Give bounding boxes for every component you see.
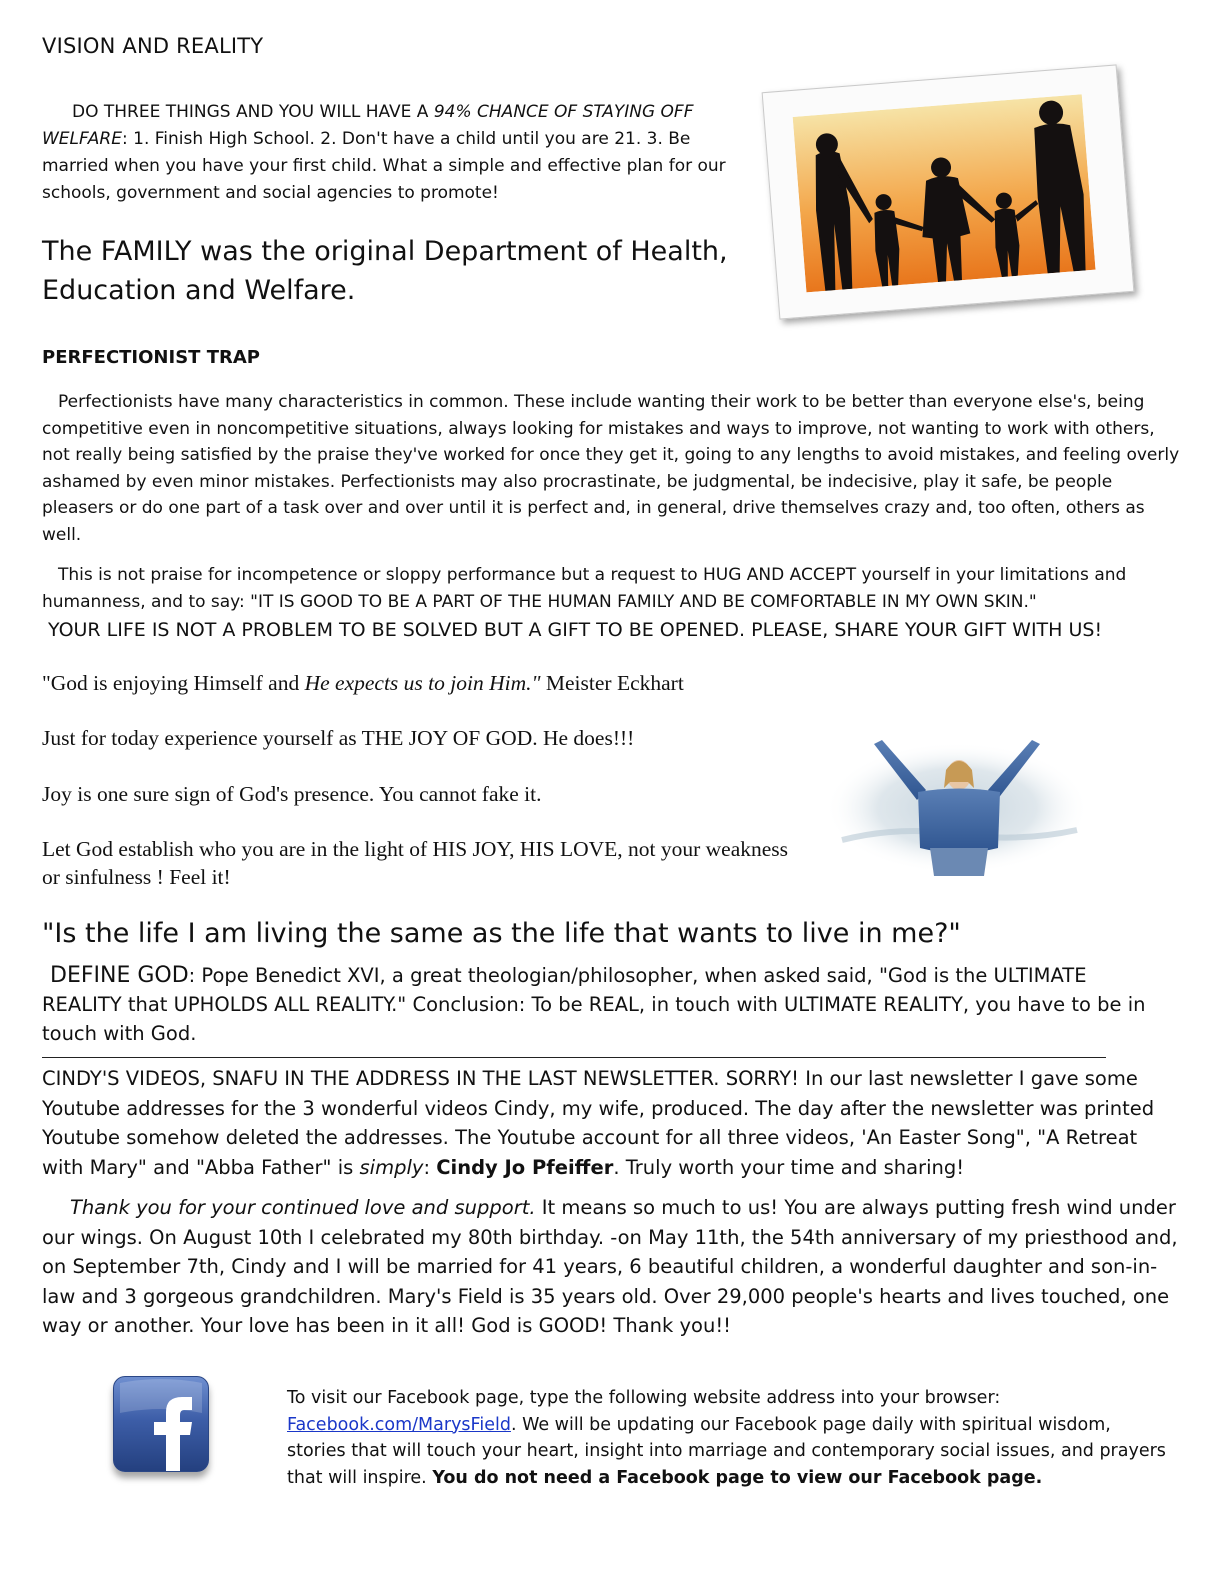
cindy-videos-paragraph bbox=[42, 1064, 1182, 1182]
cindy-end: . Truly worth your time and sharing! bbox=[613, 1155, 965, 1179]
eckhart-emphasis: He expects us to join Him." bbox=[304, 671, 541, 695]
perfectionist-paragraph-1 bbox=[42, 389, 1182, 548]
facebook-paragraph bbox=[287, 1385, 1167, 1491]
facebook-f-glyph bbox=[114, 1377, 208, 1471]
family-silhouette-photo bbox=[762, 64, 1135, 319]
section-divider bbox=[42, 1057, 1106, 1058]
thanks-paragraph bbox=[42, 1193, 1182, 1341]
welfare-rest: : 1. Finish High School. 2. Don't have a child until you are 21. 3. Be married when you have your first child. What a simple and effective plan for our schools, government and social agencies to promote! bbox=[42, 129, 726, 203]
cindy-colon: : bbox=[423, 1155, 437, 1179]
facebook-link[interactable]: Facebook.com/MarysField bbox=[287, 1414, 511, 1435]
thanks-text: It means so much to us! You are always putting fresh wind under our wings. On August 10th I celebrated my 80th birthday. -on May 11th, the 54th anniversary of my priesthood and, on September 7th, Cindy and I will be married for 41 years, 6 beautiful children, a wonderful daughter and son-in-law and 3 gorgeous grandchildren. Mary's Field is 35 years old. Over 29,000 people's hearts and lives touched, one way or another. Your love has been in it all! God is GOOD! Thank you!! bbox=[42, 1196, 1178, 1337]
eckhart-author: Meister Eckhart bbox=[540, 671, 684, 695]
gift-text: YOUR LIFE IS NOT A PROBLEM TO BE SOLVED BUT A GIFT TO BE OPENED. PLEASE, SHARE YOUR GIFT WITH US! bbox=[48, 619, 1103, 641]
family-quote: The FAMILY was the original Department of Health, Education and Welfare. bbox=[42, 236, 728, 306]
joy-today-line: Just for today experience yourself as THE JOY OF GOD. He does!!! bbox=[42, 726, 635, 750]
family-silhouette-image bbox=[793, 94, 1096, 292]
perfectionist-text-1: Perfectionists have many characteristics in common. These include wanting their work to be better than everyone else's, being competitive even in noncompetitive situations, always looking for mistakes and ways to improve, not wanting to work with others, not really being satisfied by the praise they've worked for once they get it, going to any lengths to avoid mistakes, and feeling overly ashamed by even minor mistakes. Perfectionists may also procrastinate, be judgmental, be indecisive, play it safe, be people pleasers or do one part of a task over and over until it is perfect and, in general, drive themselves crazy and, too often, others as well. bbox=[42, 392, 1180, 545]
welfare-lead: DO THREE THINGS AND YOU WILL HAVE A bbox=[72, 102, 434, 122]
facebook-after-link: . We will be updating our Facebook page daily with spiritual wisdom, stories that will touch your heart, insight into marriage and contemporary social issues, and prayers that will inspire. bbox=[287, 1414, 1166, 1488]
god-establish-line: Let God establish who you are in the light of HIS JOY, HIS LOVE, not your weakness or sinfulness ! Feel it! bbox=[42, 837, 789, 889]
thanks-italic: Thank you for your continued love and support. bbox=[70, 1196, 536, 1219]
joyful-woman-photo bbox=[822, 730, 1092, 885]
cindy-simply: simply bbox=[359, 1155, 424, 1179]
joy-sign-line: Joy is one sure sign of God's presence. You cannot fake it. bbox=[42, 782, 542, 806]
define-god-label: DEFINE GOD bbox=[50, 963, 189, 988]
cindy-text: CINDY'S VIDEOS, SNAFU IN THE ADDRESS IN THE LAST NEWSLETTER. SORRY! In our last newsletter I gave some Youtube addresses for the 3 wonderful videos Cindy, my wife, produced. The day after the newsletter was printed Youtube somehow deleted the addresses. The Youtube account for all three videos, 'An Easter Song", "A Retreat with Mary" and "Abba Father" is bbox=[42, 1067, 1155, 1179]
joyful-woman-image bbox=[822, 730, 1092, 880]
perfectionist-text-2: This is not praise for incompetence or sloppy performance but a request to HUG AND ACCEPT yourself in your limitations and humanness, and to say: "IT IS GOOD TO BE A PART OF THE HUMAN FAMILY AND BE COMFORTABLE IN MY OWN SKIN." bbox=[42, 565, 1127, 612]
define-god-paragraph bbox=[42, 961, 1172, 1048]
facebook-intro: To visit our Facebook page, type the following website address into your browser: bbox=[287, 1388, 1001, 1408]
welfare-paragraph bbox=[42, 99, 732, 207]
eckhart-quote bbox=[42, 671, 684, 696]
facebook-bold-note: You do not need a Facebook page to view our Facebook page. bbox=[432, 1467, 1043, 1488]
perfectionist-paragraph-2 bbox=[42, 562, 1182, 615]
cindy-youtube-name: Cindy Jo Pfeiffer bbox=[436, 1155, 614, 1179]
section-heading-perfectionist: PERFECTIONIST TRAP bbox=[42, 347, 260, 368]
life-question: "Is the life I am living the same as the life that wants to live in me?" bbox=[42, 918, 961, 949]
define-god-text: : Pope Benedict XVI, a great theologian/philosopher, when asked said, "God is the ULTIMATE REALITY that UPHOLDS ALL REALITY." Conclusion: To be REAL, in touch with ULTIMATE REALITY, you have to be in touch with God. bbox=[42, 964, 1146, 1045]
gift-statement bbox=[42, 617, 1182, 643]
eckhart-lead: "God is enjoying Himself and bbox=[42, 671, 305, 695]
welfare-emphasis: 94% CHANCE OF STAYING OFF WELFARE bbox=[42, 102, 694, 149]
section-title-vision: VISION AND REALITY bbox=[42, 34, 264, 58]
facebook-icon bbox=[113, 1376, 209, 1472]
